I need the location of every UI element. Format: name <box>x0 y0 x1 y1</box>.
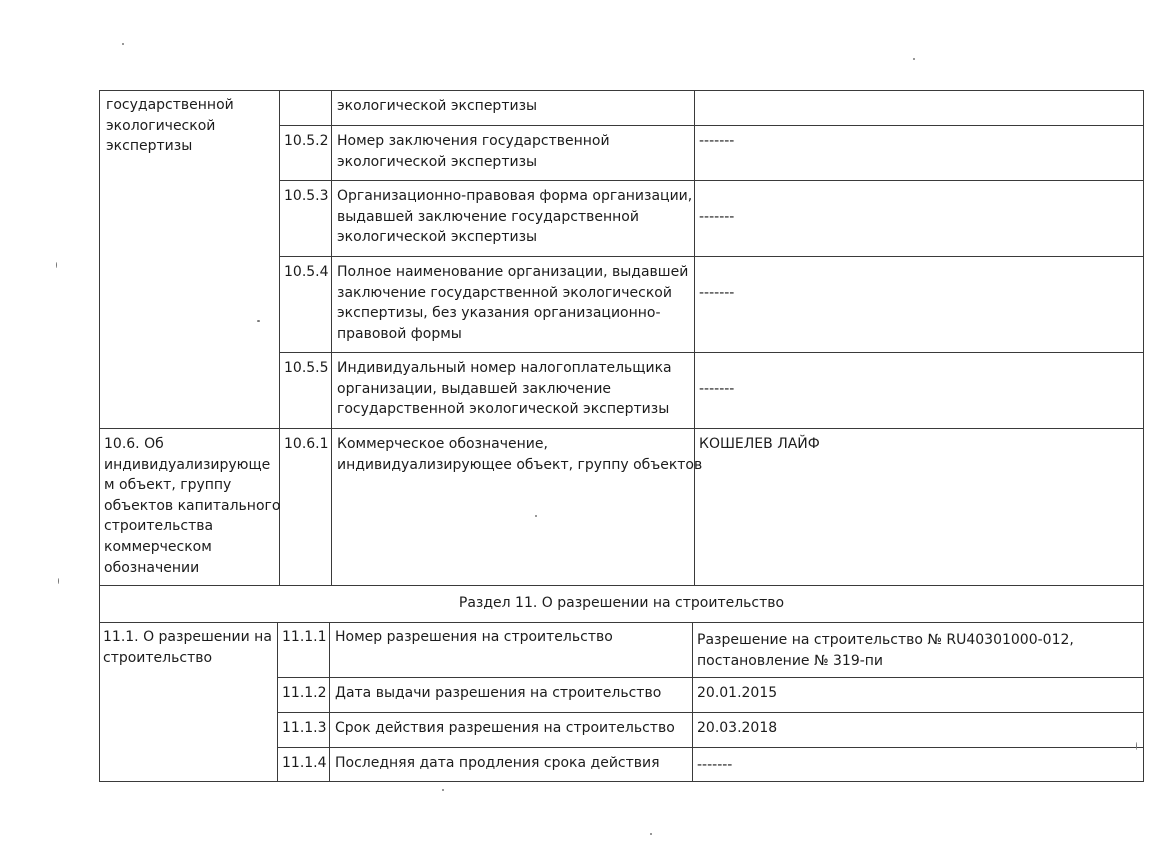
item-label: Номер заключения государственной экологической экспертизы <box>337 133 610 170</box>
border-row-11-1-3-top <box>277 712 1144 713</box>
border-bottom <box>99 781 1144 782</box>
border-row-10-5-4-top <box>279 256 1144 257</box>
border-col1-lower <box>277 622 278 782</box>
group-label-ecological-expertise: государственной экологической экспертизы <box>106 97 234 155</box>
border-right <box>1143 90 1144 782</box>
border-col3-upper <box>694 90 695 585</box>
item-value: Разрешение на строительство № RU40301000-012, постановление № 319-пи <box>697 632 1074 669</box>
scan-speck <box>913 58 915 60</box>
border-row-10-5-2-top <box>279 125 1144 126</box>
border-left <box>99 90 100 782</box>
item-code: 11.1.1 <box>282 629 327 645</box>
scan-speck <box>56 262 57 268</box>
item-value: ------- <box>699 209 735 225</box>
border-section-header-top <box>99 585 1144 586</box>
scan-speck <box>535 515 537 517</box>
scan-speck <box>122 43 124 45</box>
group-label-commercial-designation: 10.6. Об индивидуализирующе м объект, группу объектов капитального строительства коммерческом обозначении <box>104 436 281 576</box>
scan-speck <box>58 578 59 584</box>
border-col2-lower <box>329 622 330 782</box>
item-value: 20.01.2015 <box>697 685 778 701</box>
border-row-11-1-2-top <box>277 677 1144 678</box>
item-value: ------- <box>697 757 733 773</box>
item-value: ------- <box>699 133 735 149</box>
border-col3-lower <box>692 622 693 782</box>
scan-speck <box>257 320 260 322</box>
item-label: Организационно-правовая форма организации, выдавшей заключение государственной экологической экспертизы <box>337 188 693 246</box>
border-row-11-1-4-top <box>277 747 1144 748</box>
item-code: 10.6.1 <box>284 436 329 452</box>
item-code: 11.1.3 <box>282 720 327 736</box>
item-label: Срок действия разрешения на строительство <box>335 720 675 736</box>
border-top <box>99 90 1144 91</box>
item-label: экологической экспертизы <box>337 98 538 114</box>
item-code: 11.1.2 <box>282 685 327 701</box>
item-value: 20.03.2018 <box>697 720 778 736</box>
border-row-10-5-3-top <box>279 180 1144 181</box>
item-label: Последняя дата продления срока действия <box>335 755 660 771</box>
border-row-10-5-5-top <box>279 352 1144 353</box>
scan-speck <box>650 833 652 835</box>
item-code: 10.5.4 <box>284 264 329 280</box>
border-col2-upper <box>331 90 332 585</box>
border-row-10-6-top <box>99 428 1144 429</box>
item-label: Коммерческое обозначение, индивидуализирующее объект, группу объектов <box>337 436 703 473</box>
item-code: 10.5.2 <box>284 133 329 149</box>
group-label-construction-permit: 11.1. О разрешении на строительство <box>103 629 272 666</box>
item-label: Индивидуальный номер налогоплательщика организации, выдавшей заключение государственной экологической экспертизы <box>337 360 672 418</box>
item-value: ------- <box>699 285 735 301</box>
item-label: Дата выдачи разрешения на строительство <box>335 685 662 701</box>
item-code: 11.1.4 <box>282 755 327 771</box>
scan-speck <box>442 789 444 791</box>
item-code: 10.5.3 <box>284 188 329 204</box>
item-value: КОШЕЛЕВ ЛАЙФ <box>699 436 820 452</box>
border-row-11-1-1-top <box>99 622 1144 623</box>
item-value: ------- <box>699 381 735 397</box>
item-label: Полное наименование организации, выдавшей заключение государственной экологической экспертизы, без указания организационно- правовой формы <box>337 264 689 342</box>
section-header: Раздел 11. О разрешении на строительство <box>458 595 785 611</box>
item-code: 10.5.5 <box>284 360 329 376</box>
scan-speck <box>1136 742 1137 750</box>
item-label: Номер разрешения на строительство <box>335 629 613 645</box>
